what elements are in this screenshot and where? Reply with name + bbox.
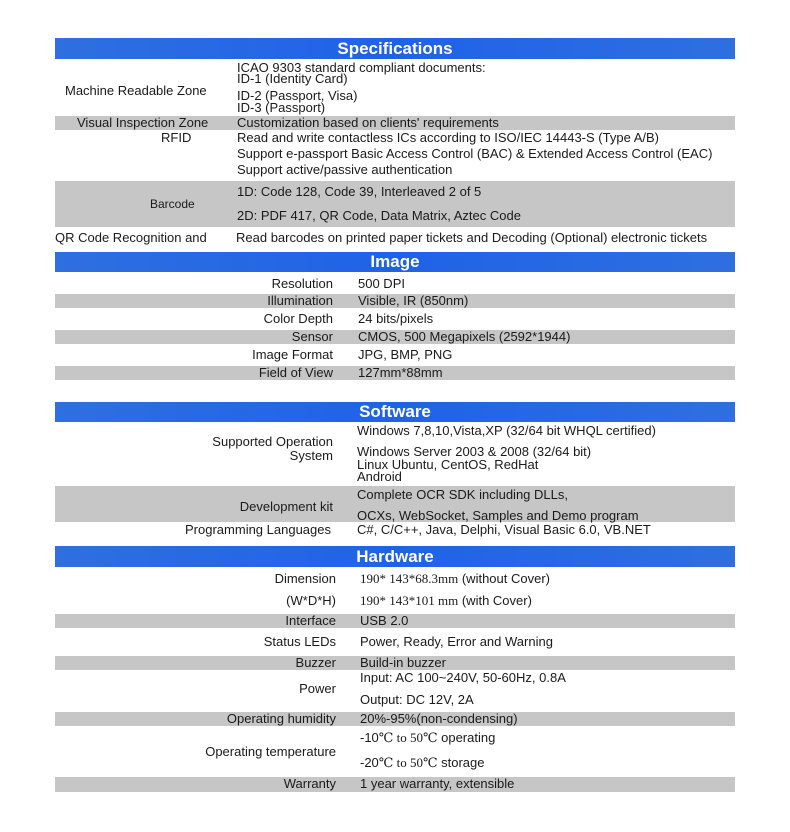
specifications-header: Specifications bbox=[55, 38, 735, 59]
temp-range: ℃ to 50 bbox=[378, 755, 423, 770]
image-value: Visible, IR (850nm) bbox=[358, 293, 469, 308]
devkit-line: Complete OCR SDK including DLLs, bbox=[357, 487, 568, 502]
dimension-label: (W*D*H) bbox=[286, 593, 336, 608]
temp-unit: ℃ bbox=[422, 755, 438, 770]
os-line: Windows Server 2003 & 2008 (32/64 bit) bbox=[357, 444, 592, 459]
qr-value: Read barcodes on printed paper tickets and Decoding (Optional) electronic tickets bbox=[236, 230, 708, 245]
temp-min: -10 bbox=[360, 730, 379, 745]
barcode-line: 1D: Code 128, Code 39, Interleaved 2 of 5 bbox=[237, 184, 482, 199]
rfid-line: Support e-passport Basic Access Control (BAC) & Extended Access Control (EAC) bbox=[237, 146, 713, 161]
barcode-line: 2D: PDF 417, QR Code, Data Matrix, Aztec Code bbox=[237, 208, 521, 223]
leds-value: Power, Ready, Error and Warning bbox=[360, 634, 553, 649]
dimension-label: Dimension bbox=[274, 571, 336, 586]
barcode-label: Barcode bbox=[150, 197, 195, 211]
image-label: Field of View bbox=[258, 365, 333, 380]
rfid-line: Support active/passive authentication bbox=[237, 162, 453, 177]
temp-mode: operating bbox=[437, 730, 496, 745]
viz-label: Visual Inspection Zone bbox=[77, 115, 209, 130]
os-label: System bbox=[289, 448, 333, 463]
power-label: Power bbox=[299, 681, 336, 696]
temp-mode: storage bbox=[437, 755, 485, 770]
humidity-value: 20%-95%(non-condensing) bbox=[360, 711, 518, 726]
langs-label: Programming Languages bbox=[185, 522, 331, 537]
mrz-label: Machine Readable Zone bbox=[65, 83, 207, 98]
langs-value: C#, C/C++, Java, Delphi, Visual Basic 6.0, VB.NET bbox=[357, 522, 651, 537]
image-label: Color Depth bbox=[263, 311, 333, 326]
mrz-line: ID-3 (Passport) bbox=[237, 100, 326, 115]
os-line: Linux Ubuntu, CentOS, RedHat bbox=[357, 457, 539, 472]
temp-range: ℃ to 50 bbox=[378, 730, 423, 745]
qr-label: QR Code Recognition and bbox=[55, 230, 207, 245]
image-value: CMOS, 500 Megapixels (2592*1944) bbox=[358, 329, 571, 344]
dimension-value bbox=[360, 572, 550, 585]
image-label: Illumination bbox=[267, 293, 333, 308]
image-value: 24 bits/pixels bbox=[358, 311, 434, 326]
rfid-line: Read and write contactless ICs according to ISO/IEC 14443-S (Type A/B) bbox=[237, 130, 659, 145]
dimension-value bbox=[360, 594, 532, 607]
dimension-note: (without Cover) bbox=[458, 571, 550, 586]
buzzer-label: Buzzer bbox=[295, 655, 336, 670]
devkit-line: OCXs, WebSocket, Samples and Demo program bbox=[357, 508, 639, 523]
leds-label: Status LEDs bbox=[263, 634, 336, 649]
dimension-number: 190* 143*68.3mm bbox=[360, 571, 459, 586]
temperature-line bbox=[360, 756, 484, 769]
temperature-label: Operating temperature bbox=[205, 744, 336, 759]
temp-min: -20 bbox=[360, 755, 379, 770]
rfid-label: RFID bbox=[161, 130, 192, 145]
temperature-line bbox=[360, 731, 495, 744]
dimension-number: 190* 143*101 mm bbox=[360, 593, 459, 608]
hardware-header: Hardware bbox=[55, 546, 735, 567]
buzzer-value: Build-in buzzer bbox=[360, 655, 446, 670]
warranty-value: 1 year warranty, extensible bbox=[360, 776, 515, 791]
image-label: Sensor bbox=[291, 329, 333, 344]
os-label: Supported Operation bbox=[212, 434, 333, 449]
interface-label: Interface bbox=[285, 613, 336, 628]
image-value: JPG, BMP, PNG bbox=[358, 347, 453, 362]
temp-unit: ℃ bbox=[422, 730, 438, 745]
image-label: Resolution bbox=[271, 276, 333, 291]
os-line: Windows 7,8,10,Vista,XP (32/64 bit WHQL certified) bbox=[357, 423, 656, 438]
os-line: Android bbox=[357, 469, 402, 484]
image-value: 127mm*88mm bbox=[358, 365, 443, 380]
power-line: Input: AC 100~240V, 50-60Hz, 0.8A bbox=[360, 670, 566, 685]
power-line: Output: DC 12V, 2A bbox=[360, 692, 474, 707]
mrz-line: ICAO 9303 standard compliant documents: bbox=[237, 60, 486, 75]
devkit-label: Development kit bbox=[239, 499, 333, 514]
mrz-line: ID-1 (Identity Card) bbox=[237, 71, 348, 86]
image-header: Image bbox=[55, 252, 735, 272]
viz-value: Customization based on clients' requirements bbox=[237, 115, 499, 130]
warranty-label: Warranty bbox=[283, 776, 336, 791]
software-header: Software bbox=[55, 402, 735, 422]
mrz-line: ID-2 (Passport, Visa) bbox=[237, 88, 358, 103]
humidity-label: Operating humidity bbox=[226, 711, 336, 726]
image-label: Image Format bbox=[252, 347, 333, 362]
interface-value: USB 2.0 bbox=[360, 613, 409, 628]
image-value: 500 DPI bbox=[358, 276, 405, 291]
dimension-note: (with Cover) bbox=[458, 593, 532, 608]
